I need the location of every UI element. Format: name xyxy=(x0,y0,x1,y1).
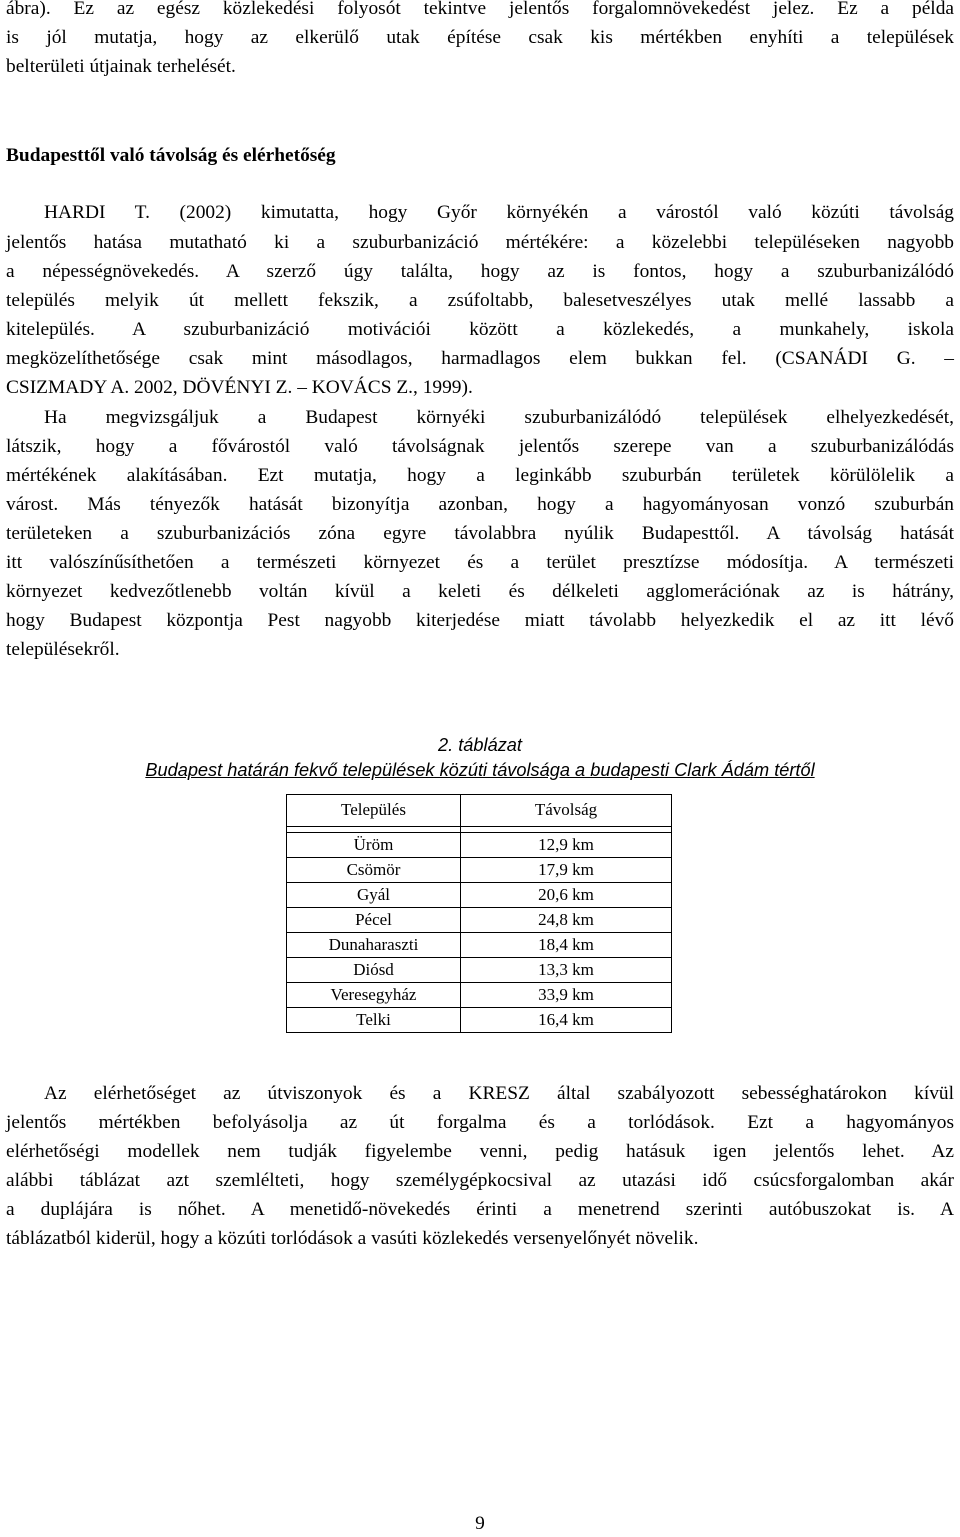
para2-line-5: területeken a szuburbanizációs zóna egyre távolabbra nyúlik Budapesttől. A távolság hatását xyxy=(6,523,954,544)
para3-line-4: alábbi táblázat azt szemlélteti, hogy személygépkocsival az utazási idő csúcsforgalomban akár xyxy=(6,1170,954,1191)
para1-line-2: jelentős hatása mutatható ki a szuburbanizáció mértékére: a közelebbi településeken nagyobb xyxy=(6,232,954,253)
table-row xyxy=(287,833,672,858)
table-row xyxy=(287,1008,672,1033)
distance-cell: 20,6 km xyxy=(461,883,672,908)
para2-line-2: látszik, hogy a fővárostól való távolságnak jelentős szerepe van a szuburbanizálódás xyxy=(6,436,954,457)
intro-line-2: is jól mutatja, hogy az elkerülő utak építése csak kis mértékben enyhíti a települések xyxy=(6,27,954,48)
para2-line-7: környezet kedvezőtlenebb voltán kívül a keleti és délkeleti agglomerációnak az is hátrány, xyxy=(6,581,954,602)
para1-line-5: kitelepülés. A szuburbanizáció motivációi között a közlekedés, a munkahely, iskola xyxy=(6,319,954,340)
para2-line-4: várost. Más tényezők hatását bizonyítja azonban, hogy a hagyományosan vonzó szuburbán xyxy=(6,494,954,515)
distance-cell: 16,4 km xyxy=(461,1008,672,1033)
settlement-cell: Csömör xyxy=(287,858,461,883)
para2-line-9: településekről. xyxy=(6,639,120,660)
table-row xyxy=(287,983,672,1008)
intro-line-3: belterületi útjainak terhelését. xyxy=(6,56,236,77)
header-distance: Távolság xyxy=(461,795,672,827)
distance-cell: 33,9 km xyxy=(461,983,672,1008)
settlement-cell: Telki xyxy=(287,1008,461,1033)
settlement-cell: Gyál xyxy=(287,883,461,908)
distance-cell: 18,4 km xyxy=(461,933,672,958)
table-row xyxy=(287,958,672,983)
distance-table xyxy=(286,794,672,1033)
settlement-cell: Diósd xyxy=(287,958,461,983)
table-number: 2. táblázat xyxy=(438,735,522,755)
table-row xyxy=(287,933,672,958)
settlement-cell: Dunaharaszti xyxy=(287,933,461,958)
distance-cell: 24,8 km xyxy=(461,908,672,933)
table-row xyxy=(287,908,672,933)
para1-line-1: HARDI T. (2002) kimutatta, hogy Győr környékén a várostól való közúti távolság xyxy=(44,202,954,223)
table-row xyxy=(287,858,672,883)
settlement-cell: Veresegyház xyxy=(287,983,461,1008)
para1-line-7: CSIZMADY A. 2002, DÖVÉNYI Z. – KOVÁCS Z., 1999). xyxy=(6,377,473,398)
section-heading: Budapesttől való távolság és elérhetőség xyxy=(6,145,336,166)
para1-line-4: település melyik út mellett fekszik, a zsúfoltabb, balesetveszélyes utak mellé lassabb a xyxy=(6,290,954,311)
table-title: Budapest határán fekvő települések közúti távolsága a budapesti Clark Ádám tértől xyxy=(145,760,815,780)
header-settlement: Település xyxy=(287,795,461,827)
table-header-row xyxy=(287,795,672,827)
para3-line-2: jelentős mértékben befolyásolja az út forgalma és a torlódások. Ezt a hagyományos xyxy=(6,1112,954,1133)
table-row xyxy=(287,883,672,908)
para3-line-1: Az elérhetőséget az útviszonyok és a KRESZ által szabályozott sebességhatárokon kívül xyxy=(44,1083,954,1104)
distance-cell: 12,9 km xyxy=(461,833,672,858)
para3-line-6: táblázatból kiderül, hogy a közúti torlódások a vasúti közlekedés versenyelőnyét növelik. xyxy=(6,1228,699,1249)
para2-line-1: Ha megvizsgáljuk a Budapest környéki szuburbanizálódó települések elhelyezkedését, xyxy=(44,407,954,428)
intro-line-1: ábra). Ez az egész közlekedési folyosót tekintve jelentős forgalomnövekedést jelez. Ez a példa xyxy=(6,0,954,19)
para3-line-5: a duplájára is nőhet. A menetidő-növekedés érinti a menetrend szerinti autóbuszokat is. A xyxy=(6,1199,954,1220)
distance-cell: 13,3 km xyxy=(461,958,672,983)
para1-line-6: megközelíthetősége csak mint másodlagos, harmadlagos elem bukkan fel. (CSANÁDI G. – xyxy=(6,348,954,369)
settlement-cell: Pécel xyxy=(287,908,461,933)
distance-cell: 17,9 km xyxy=(461,858,672,883)
para2-line-6: itt valószínűsíthetően a természeti környezet és a terület presztízse módosítja. A természeti xyxy=(6,552,954,573)
para2-line-8: hogy Budapest központja Pest nagyobb kiterjedése miatt távolabb helyezkedik el az itt lévő xyxy=(6,610,954,631)
page-number: 9 xyxy=(475,1513,485,1534)
para2-line-3: mértékének alakításában. Ezt mutatja, hogy a leginkább szuburbán területek körülölelik a xyxy=(6,465,954,486)
para3-line-3: elérhetőségi modellek nem tudják figyelembe venni, pedig hatásuk igen jelentős lehet. Az xyxy=(6,1141,954,1162)
settlement-cell: Üröm xyxy=(287,833,461,858)
para1-line-3: a népességnövekedés. A szerző úgy találta, hogy az is fontos, hogy a szuburbanizálódó xyxy=(6,261,954,282)
